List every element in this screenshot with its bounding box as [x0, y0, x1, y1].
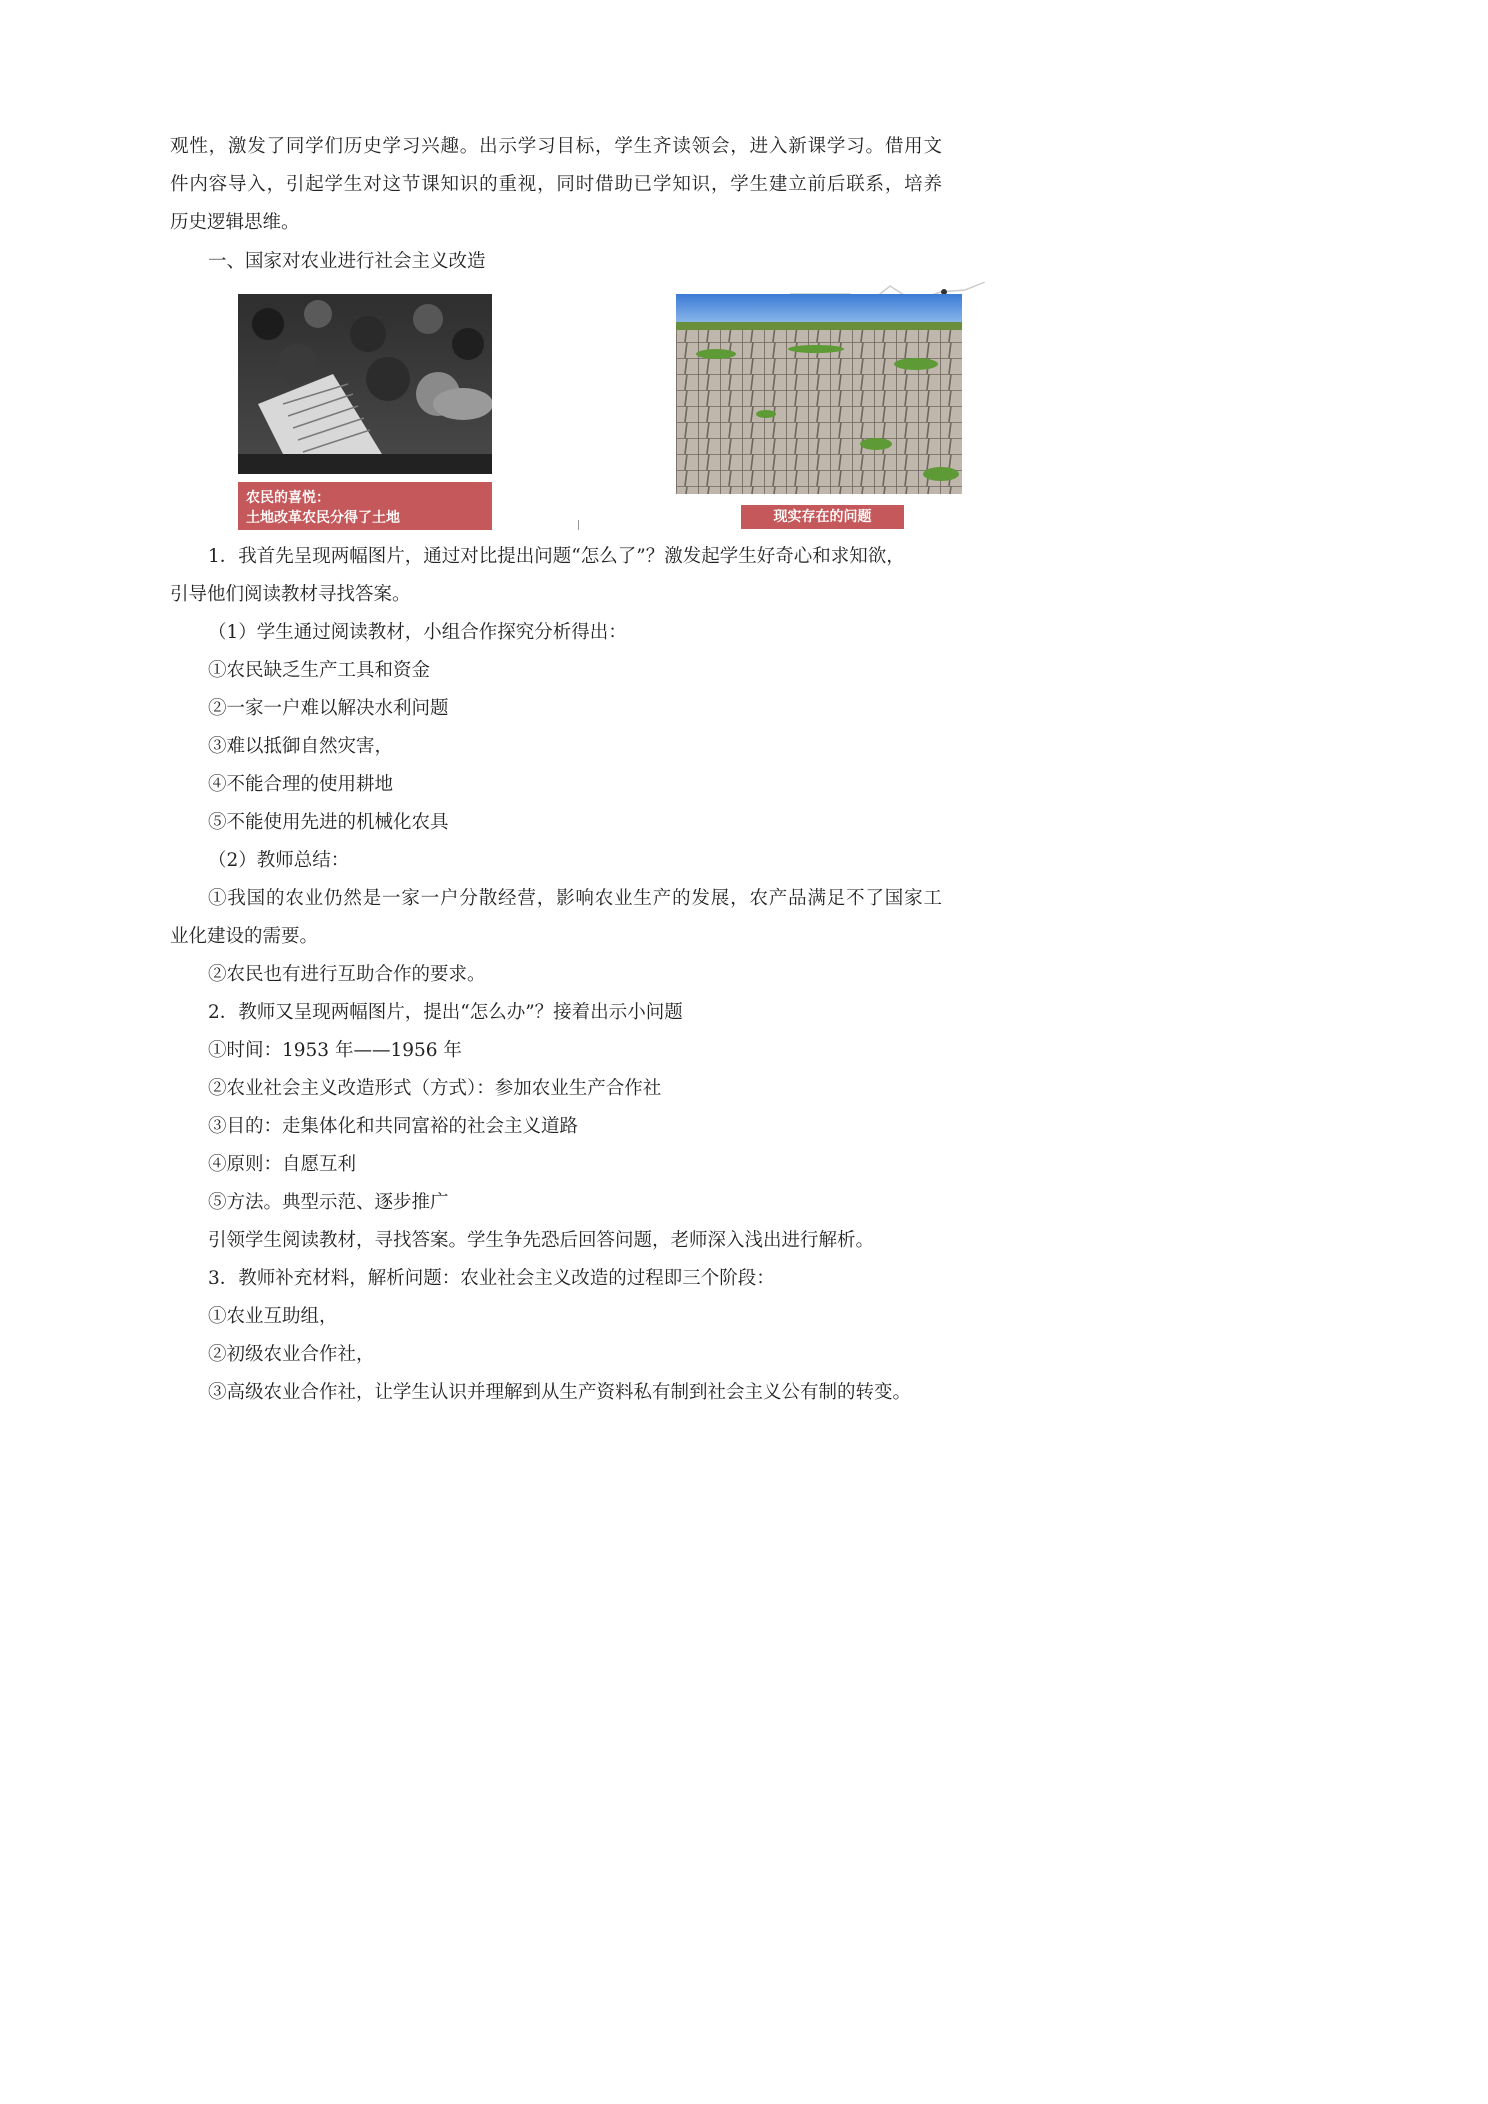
summary-1-line-1: ①我国的农业仍然是一家一户分散经营，影响农业生产的发展，农产品满足不了国家工	[208, 888, 942, 909]
intro-line-2: 件内容导入，引起学生对这节课知识的重视，同时借助已学知识，学生建立前后联系，培养	[170, 174, 942, 195]
intro-line-1: 观性，激发了同学们历史学习兴趣。出示学习目标，学生齐读领会，进入新课学习。借用文	[170, 136, 942, 157]
drought-photo-image	[676, 294, 962, 494]
reason-2: ②一家一户难以解决水利问题	[208, 698, 449, 719]
question-5: ⑤方法。典型示范、逐步推广	[208, 1192, 449, 1213]
reason-3: ③难以抵御自然灾害，	[208, 736, 394, 757]
question-2: ②农业社会主义改造形式（方式）：参加农业生产合作社	[208, 1078, 662, 1099]
paragraph-1-line-1: 1．我首先呈现两幅图片，通过对比提出问题“怎么了”？激发起学生好奇心和求知欲，	[208, 546, 905, 567]
subheading-1: （1）学生通过阅读教材，小组合作探究分析得出：	[208, 622, 627, 643]
paragraph-1-line-2: 引导他们阅读教材寻找答案。	[170, 584, 411, 605]
paragraph-3: 3．教师补充材料，解析问题：农业社会主义改造的过程即三个阶段：	[208, 1268, 775, 1289]
stage-3: ③高级农业合作社，让学生认识并理解到从生产资料私有制到社会主义公有制的转变。	[208, 1382, 912, 1403]
question-1: ①时间：1953 年——1956 年	[208, 1040, 462, 1061]
section-heading: 一、国家对农业进行社会主义改造	[208, 251, 486, 272]
land-reform-caption-line-1: 农民的喜悦：	[246, 490, 330, 506]
summary-2: ②农民也有进行互助合作的要求。	[208, 964, 486, 985]
intro-line-3: 历史逻辑思维。	[170, 212, 300, 233]
land-reform-caption	[238, 482, 492, 530]
reason-4: ④不能合理的使用耕地	[208, 774, 394, 795]
stage-1: ①农业互助组，	[208, 1306, 338, 1327]
stage-2: ②初级农业合作社，	[208, 1344, 375, 1365]
summary-1-line-2: 业化建设的需要。	[170, 926, 319, 947]
drought-photo	[676, 294, 962, 494]
drought-caption: 现实存在的问题	[741, 505, 904, 529]
divider-tick	[578, 520, 579, 530]
question-4: ④原则：自愿互利	[208, 1154, 357, 1175]
land-reform-caption-line-2: 土地改革农民分得了土地	[246, 510, 400, 526]
land-reform-photo-image	[238, 294, 492, 474]
subheading-2: （2）教师总结：	[208, 850, 350, 871]
question-3: ③目的：走集体化和共同富裕的社会主义道路	[208, 1116, 579, 1137]
paragraph-2: 2．教师又呈现两幅图片，提出“怎么办”？接着出示小问题	[208, 1002, 683, 1023]
reason-5: ⑤不能使用先进的机械化农具	[208, 812, 449, 833]
land-reform-photo	[238, 294, 492, 474]
guide-paragraph: 引领学生阅读教材，寻找答案。学生争先恐后回答问题，老师深入浅出进行解析。	[208, 1230, 875, 1251]
reason-1: ①农民缺乏生产工具和资金	[208, 660, 431, 681]
